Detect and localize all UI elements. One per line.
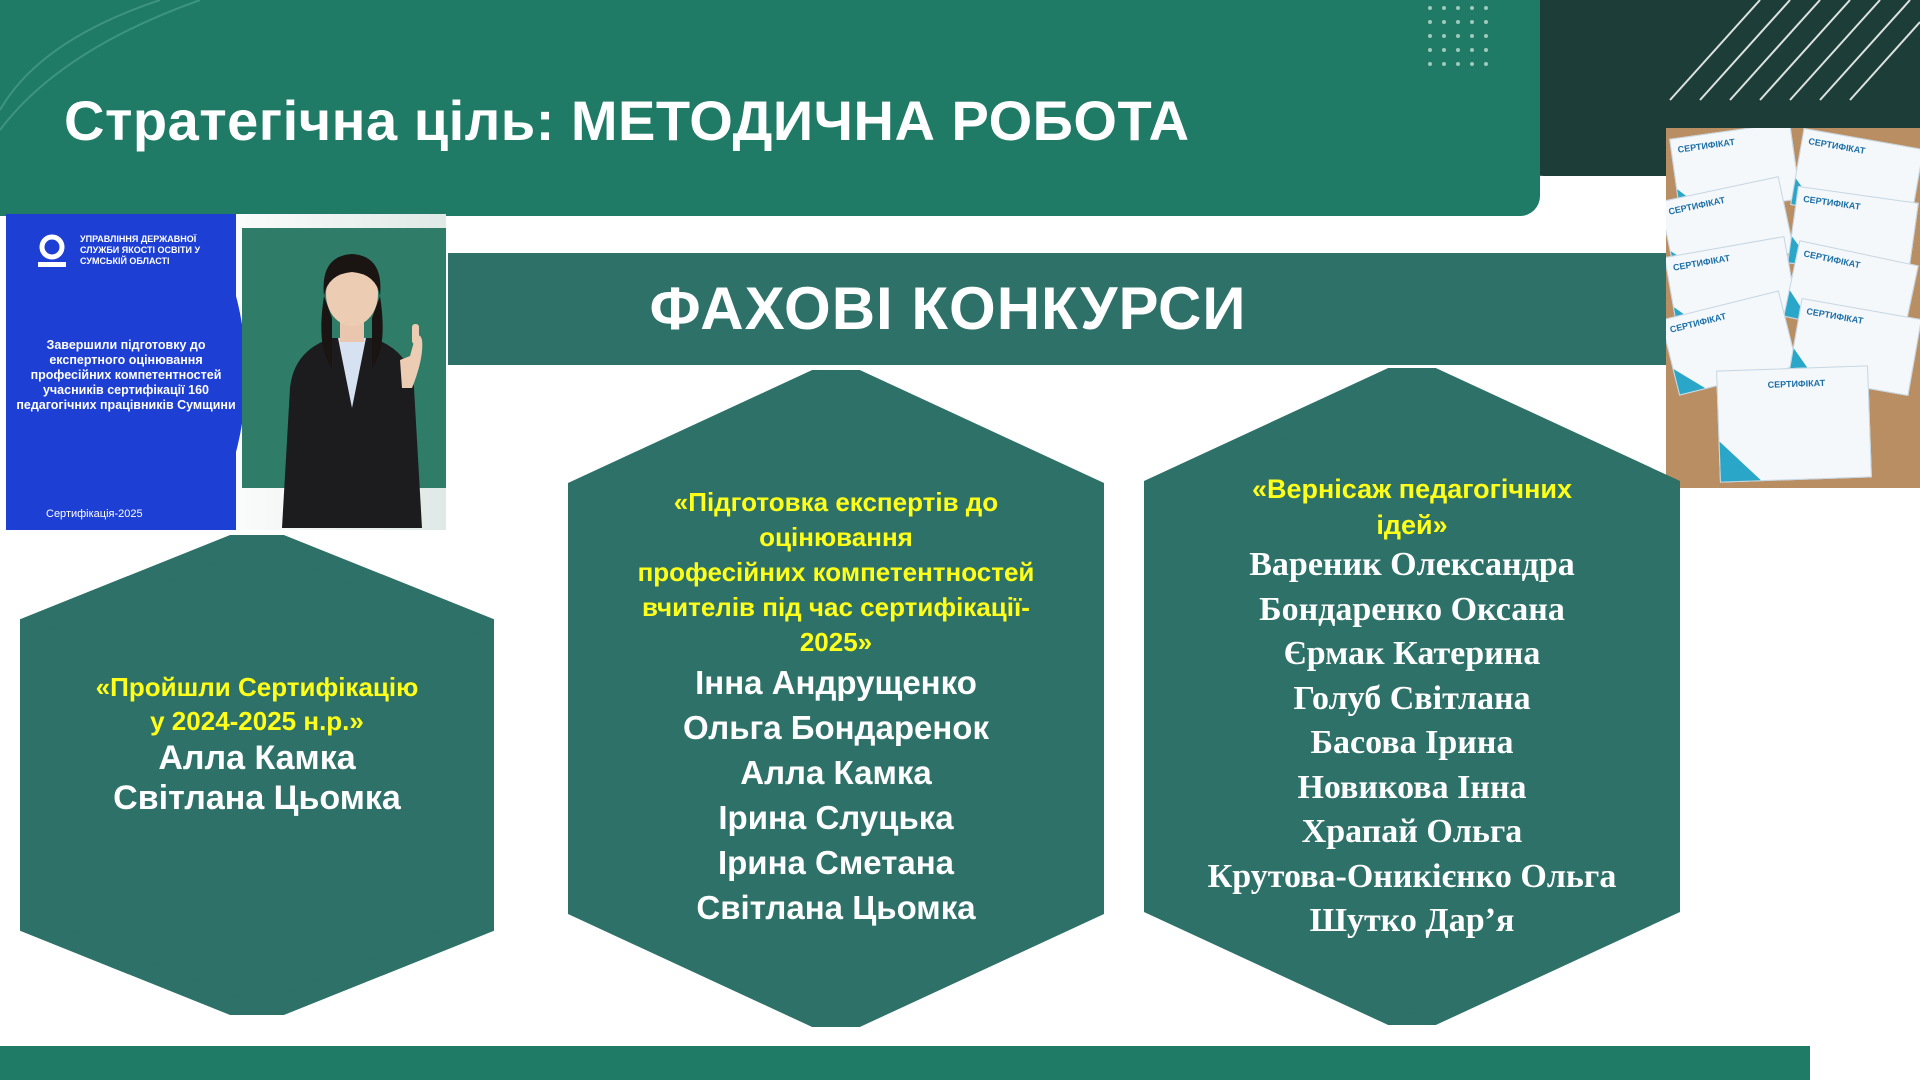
hexagon-text: [1144, 471, 1680, 944]
hexagon-title-line: вчителів під час сертифікації-: [642, 592, 1030, 622]
certificate-sheet: СЕРТИФІКАТ: [1788, 298, 1920, 396]
hexagon-title-line: 2025»: [799, 627, 873, 657]
footer-bar: [0, 1046, 1810, 1080]
hexagon-text: [20, 670, 494, 818]
teacher-figure: [272, 238, 432, 528]
certificate-sheet: СЕРТИФІКАТ: [1790, 128, 1920, 226]
certification-card: [6, 214, 446, 530]
hexagon-title-line: у 2024-2025 н.р.»: [150, 706, 364, 736]
hexagon-name: Алла Камка: [158, 739, 356, 777]
hexagon-name: Шутко Дарʼя: [1309, 902, 1515, 939]
certificates-photo: [1666, 128, 1920, 488]
section-title: ФАХОВІ КОНКУРСИ: [649, 275, 1247, 342]
hexagon-name: Бондаренко Оксана: [1259, 590, 1565, 628]
hexagon-name: Басова Ірина: [1310, 724, 1514, 761]
agency-name: УПРАВЛІННЯ ДЕРЖАВНОЇ СЛУЖБИ ЯКОСТІ ОСВІТИ У СУМСЬКІЙ ОБЛАСТІ: [80, 234, 201, 266]
certificate-sheet: СЕРТИФІКАТ: [1669, 128, 1801, 216]
certificate-sheet: СЕРТИФІКАТ: [1666, 176, 1795, 278]
certificate-sheet: СЕРТИФІКАТ: [1716, 365, 1872, 482]
hexagon-title-line: оцінювання: [759, 522, 913, 552]
hexagon-title-line: ідей»: [1376, 510, 1448, 540]
hexagon-title-line: «Вернісаж педагогічних: [1251, 474, 1573, 504]
hexagon-title-line: професійних компетентностей: [637, 557, 1035, 587]
hexagon-name: Ірина Сметана: [717, 844, 955, 881]
hexagon-certification: [20, 535, 494, 1015]
hexagon-name: Голуб Світлана: [1293, 679, 1531, 717]
agency-logo-icon: [36, 234, 68, 268]
hexagon-title-line: «Пройшли Сертифікацію: [95, 672, 419, 702]
hexagon-name: Інна Андрущенко: [695, 664, 977, 701]
certificate-sheet: СЕРТИФІКАТ: [1783, 240, 1919, 342]
hexagon-name: Крутова-Оникієнко Ольга: [1207, 857, 1617, 895]
certification-text: Завершили підготовку до експертного оцінювання професійних компетентностей учасників сертифікації 160 педагогічних працівників Сумщини: [16, 338, 236, 412]
hexagon-name: Алла Камка: [740, 754, 932, 791]
hexagon-name: Новикова Інна: [1297, 768, 1527, 806]
hexagon-title-line: «Підготовка експертів до: [673, 487, 999, 517]
certification-year: Сертифікація-2025: [46, 508, 143, 520]
page-title: Стратегічна ціль: МЕТОДИЧНА РОБОТА: [64, 89, 1190, 152]
hexagon-experts: [568, 370, 1104, 1027]
hexagon-name: Єрмак Катерина: [1283, 635, 1541, 672]
certificate-sheet: СЕРТИФІКАТ: [1787, 186, 1919, 280]
certificate-sheet: СЕРТИФІКАТ: [1666, 236, 1798, 334]
hexagon-vernissage: [1144, 368, 1680, 1025]
hexagon-name: Ольга Бондаренок: [683, 709, 989, 746]
hexagon-name: Світлана Цьомка: [113, 779, 401, 817]
hexagon-name: Ірина Слуцька: [718, 799, 954, 836]
hexagon-name: Світлана Цьомка: [696, 889, 976, 926]
hexagon-name: Вареник Олександра: [1249, 546, 1575, 583]
hexagon-text: [568, 485, 1104, 930]
hexagon-name: Храпай Ольга: [1301, 813, 1523, 850]
certificate-sheet: СЕРТИФІКАТ: [1666, 290, 1798, 395]
